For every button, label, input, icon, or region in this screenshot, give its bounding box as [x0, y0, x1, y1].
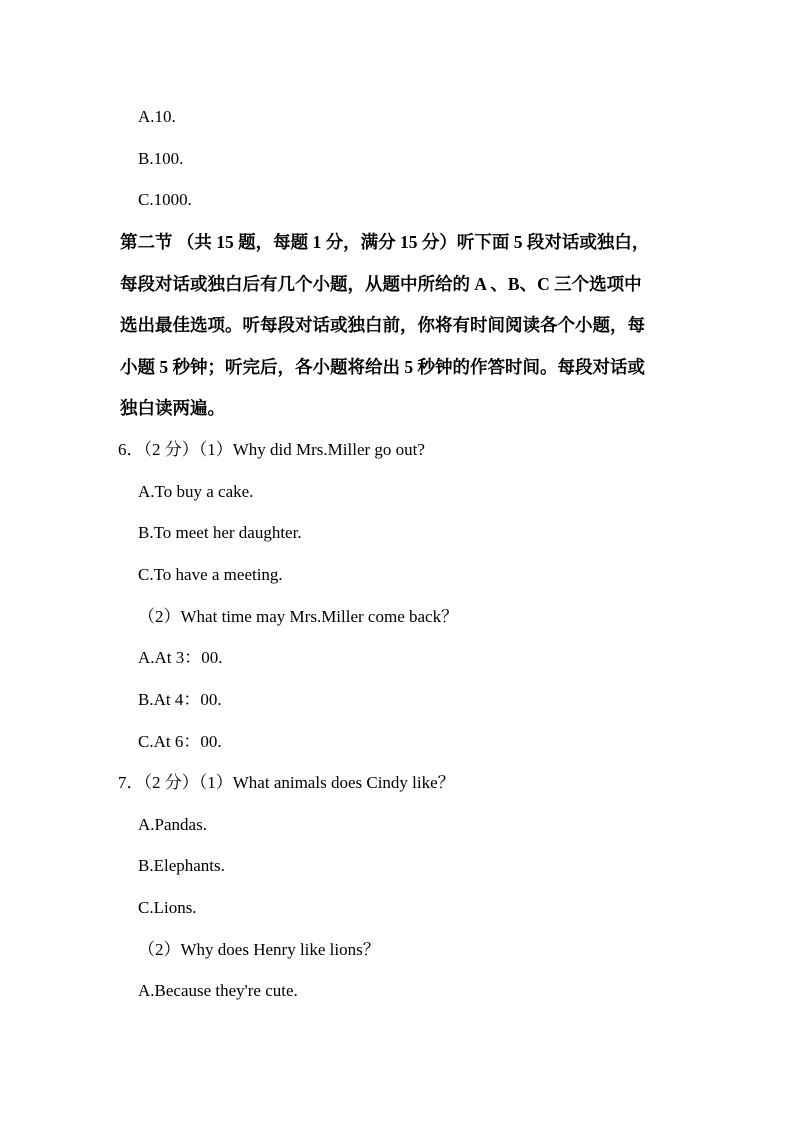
q6-part1-option-c: C.To have a meeting.	[138, 565, 283, 584]
q6-stem: 6．（2 分）（1）Why did Mrs.Miller go out?	[118, 440, 425, 459]
q7-part1-option-c: C.Lions.	[138, 898, 197, 917]
q7-part1-option-a: A.Pandas.	[138, 815, 207, 834]
q6-part2-option-a: A.At 3：00.	[138, 648, 223, 667]
q7-part2-stem: （2）Why does Henry like lions？	[138, 940, 380, 959]
q7-part1-option-b: B.Elephants.	[138, 856, 225, 875]
section2-line: 第二节 （共 15 题，每题 1 分，满分 15 分）听下面 5 段对话或独白，	[120, 232, 650, 252]
q6-part2-option-c: C.At 6：00.	[138, 732, 222, 751]
q5-option-b: B.100.	[138, 149, 184, 168]
q6-part2-stem: （2）What time may Mrs.Miller come back？	[138, 607, 459, 626]
section2-instructions	[120, 222, 680, 430]
section2-line: 独白读两遍。	[120, 398, 225, 418]
q6-part1-option-b: B.To meet her daughter.	[138, 523, 302, 542]
q7-stem: 7．（2 分）（1）What animals does Cindy like？	[118, 773, 455, 792]
q5-option-c: C.1000.	[138, 190, 192, 209]
q7-part2-option-a: A.Because they're cute.	[138, 981, 298, 1000]
section2-line: 小题 5 秒钟；听完后，各小题将给出 5 秒钟的作答时间。每段对话或	[120, 356, 645, 377]
section2-line: 每段对话或独白后有几个小题，从题中所给的 A 、B、C 三个选项中	[120, 273, 642, 294]
q5-option-a: A.10.	[138, 107, 176, 126]
section2-line: 选出最佳选项。听每段对话或独白前，你将有时间阅读各个小题，每	[120, 315, 645, 335]
q6-part1-option-a: A.To buy a cake.	[138, 482, 254, 501]
q6-part2-option-b: B.At 4：00.	[138, 690, 222, 709]
